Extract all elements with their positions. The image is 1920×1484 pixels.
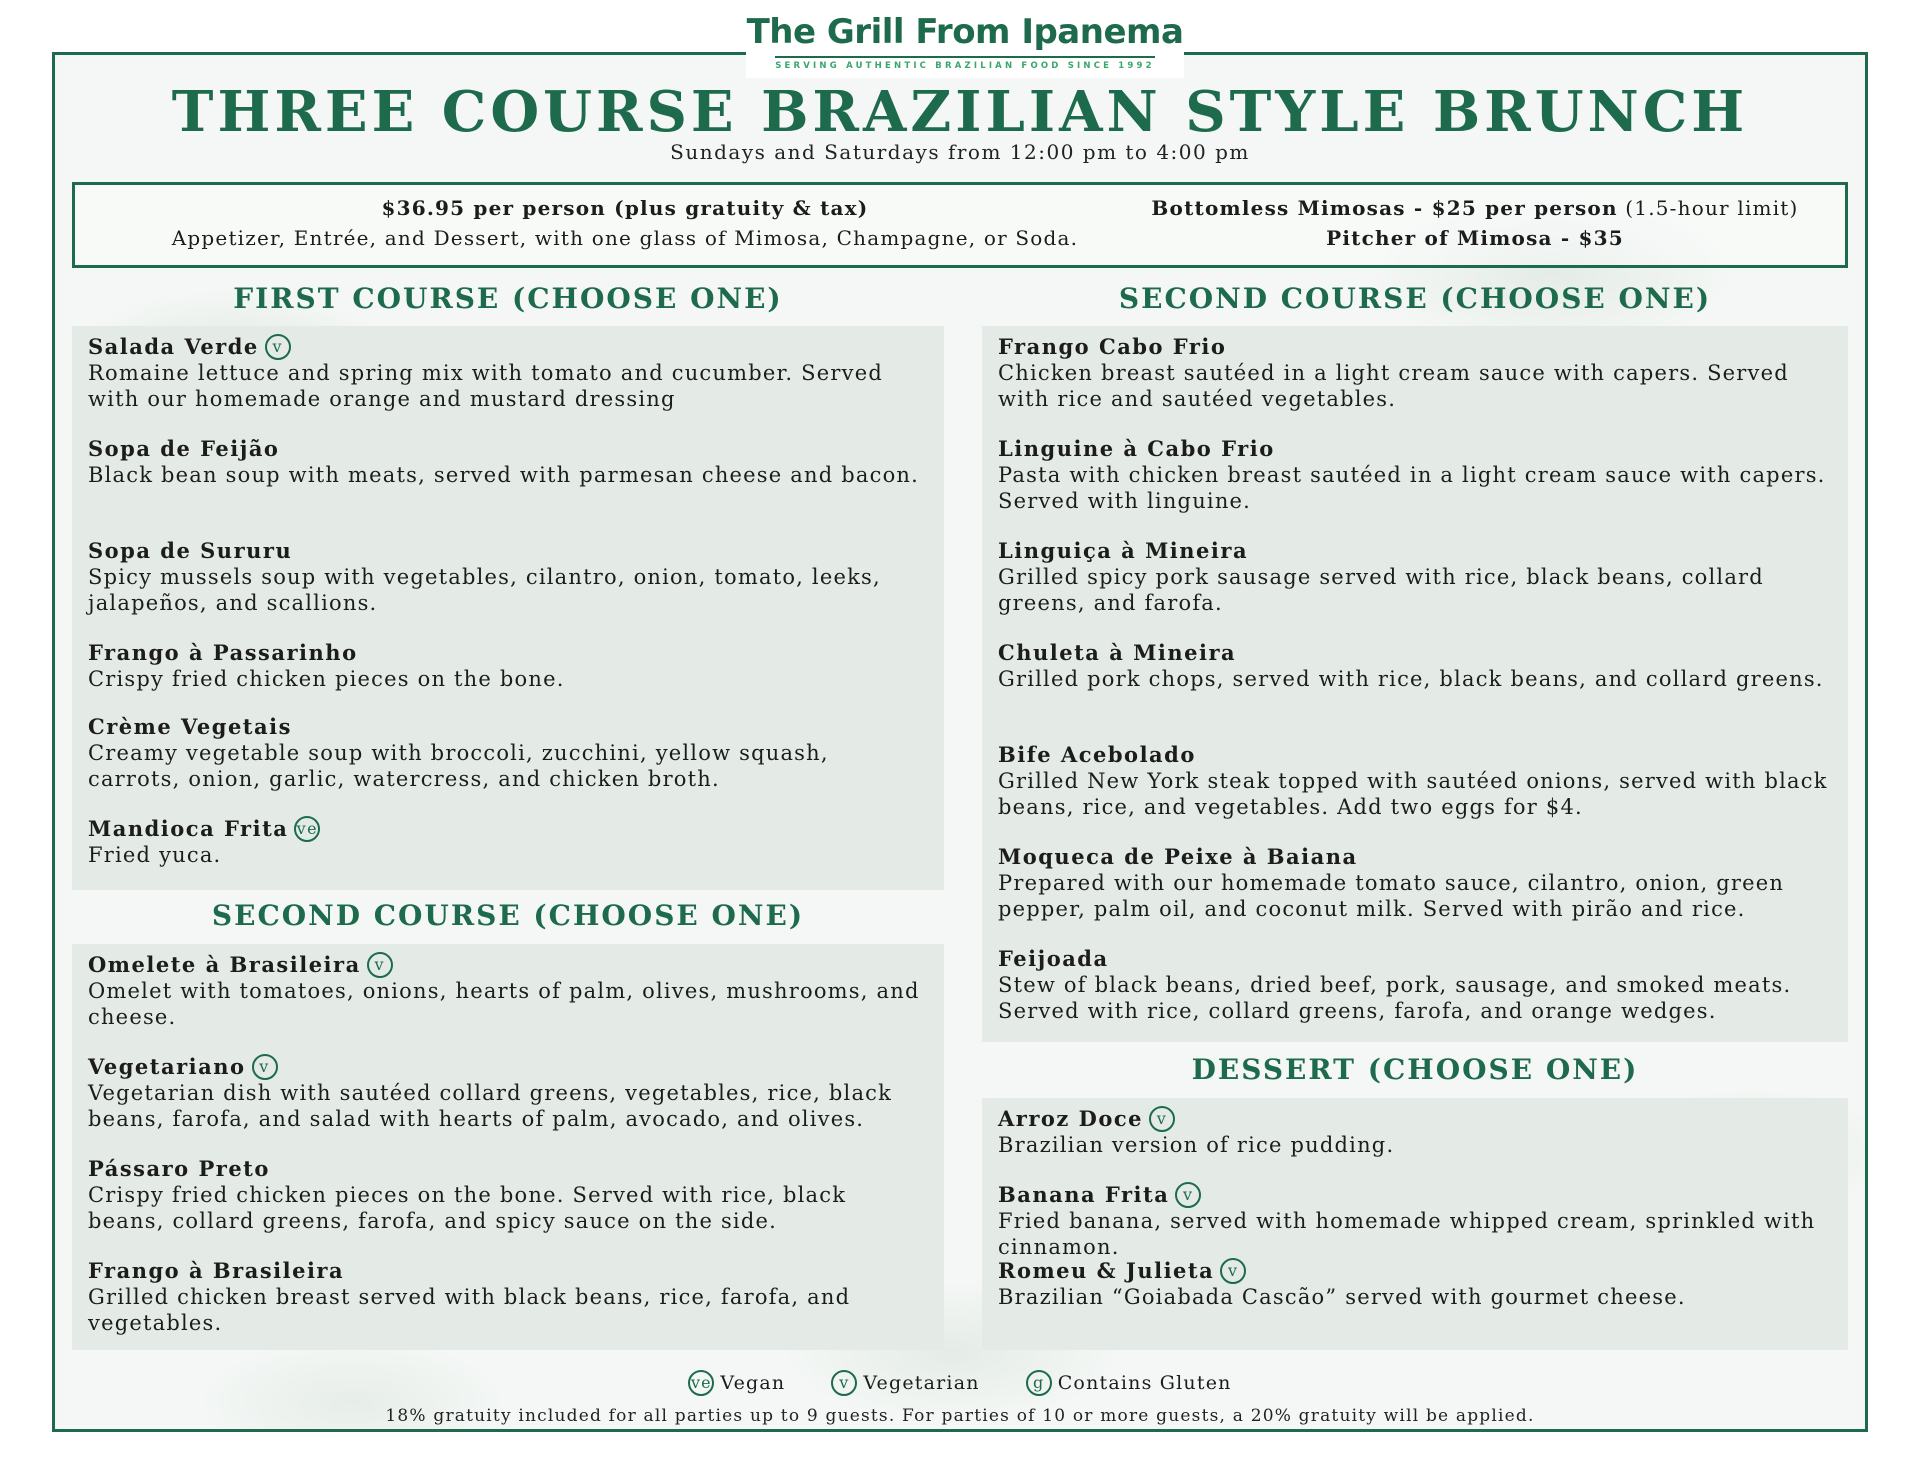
vegetarian-icon: v [1175, 1182, 1201, 1208]
menu-item-name-row [998, 1258, 1832, 1284]
vegetarian-icon: v [831, 1370, 857, 1396]
second-course-panel-left [72, 944, 944, 1350]
menu-item [998, 334, 1832, 412]
menu-item-description: Black bean soup with meats, served with parmesan cheese and bacon. [88, 463, 920, 487]
menu-item-name: Sopa de Feijão [88, 436, 280, 461]
menu-item-description: Grilled pork chops, served with rice, black beans, and collard greens. [998, 667, 1824, 691]
menu-item-description: Crispy fried chicken pieces on the bone. Served with rice, black beans, collard greens, farofa, and spicy sauce on the side. [88, 1183, 847, 1233]
menu-item [998, 844, 1832, 922]
second-course-panel-right [982, 326, 1848, 1042]
menu-item [998, 538, 1832, 616]
menu-item-description: Stew of black beans, dried beef, pork, sausage, and smoked meats. Served with rice, collard greens, farofa, and orange wedges. [998, 973, 1792, 1023]
menu-item-name: Arroz Doce [998, 1106, 1144, 1131]
menu-item [88, 1054, 928, 1132]
logo-tagline: SERVING AUTHENTIC BRAZILIAN FOOD SINCE 1992 [775, 56, 1155, 71]
menu-item [88, 1258, 928, 1336]
menu-item-name: Omelete à Brasileira [88, 952, 361, 977]
menu-item-name: Frango à Brasileira [88, 1258, 345, 1283]
menu-item-name: Crème Vegetais [88, 714, 292, 739]
menu-item-name: Frango Cabo Frio [998, 334, 1227, 359]
price-line: $36.95 per person (plus gratuity & tax) [381, 196, 869, 220]
menu-item-name-row [998, 1182, 1832, 1208]
menu-item-name-row [88, 1258, 928, 1284]
menu-item-description: Chicken breast sautéed in a light cream sauce with capers. Served with rice and sautéed vegetables. [998, 361, 1789, 411]
menu-item [998, 1182, 1832, 1260]
second-course-heading-right: SECOND COURSE (CHOOSE ONE) [1118, 282, 1712, 315]
menu-item [998, 1258, 1832, 1310]
menu-item-description: Fried yuca. [88, 843, 222, 867]
menu-item-name-row [998, 946, 1832, 972]
includes-line: Appetizer, Entrée, and Dessert, with one glass of Mimosa, Champagne, or Soda. [171, 226, 1079, 250]
menu-item-name-row [88, 1156, 928, 1182]
menu-item-name: Moqueca de Peixe à Baiana [998, 844, 1358, 869]
legend-vegan [688, 1370, 785, 1396]
menu-item-description: Fried banana, served with homemade whipped cream, sprinkled with cinnamon. [998, 1209, 1816, 1259]
menu-item-name: Feijoada [998, 946, 1109, 971]
logo-name: The Grill From Ipanema [746, 12, 1184, 52]
menu-item-description: Brazilian version of rice pudding. [998, 1133, 1395, 1157]
menu-item-name: Pássaro Preto [88, 1156, 270, 1181]
menu-item [88, 1156, 928, 1234]
menu-item [88, 436, 928, 488]
gluten-icon: g [1026, 1370, 1052, 1396]
dessert-heading: DESSERT (CHOOSE ONE) [1191, 1053, 1639, 1086]
logo [746, 6, 1184, 78]
menu-item-name-row [998, 334, 1832, 360]
menu-item-description: Brazilian “Goiabada Cascão” served with gourmet cheese. [998, 1285, 1686, 1309]
menu-item-description: Creamy vegetable soup with broccoli, zucchini, yellow squash, carrots, onion, garlic, watercress, and chicken broth. [88, 741, 829, 791]
menu-item-name-row [998, 640, 1832, 666]
menu-item [998, 1106, 1832, 1158]
menu-item-description: Romaine lettuce and spring mix with tomato and cucumber. Served with our homemade orange and mustard dressing [88, 361, 883, 411]
menu-item [998, 436, 1832, 514]
menu-item [88, 952, 928, 1030]
legend-gluten [1026, 1370, 1232, 1396]
menu-item-name-row [88, 714, 928, 740]
menu-item-description: Grilled New York steak topped with sautéed onions, served with black beans, rice, and vegetables. Add two eggs for $4. [998, 769, 1828, 819]
legend-vegan-label: Vegan [720, 1372, 786, 1394]
menu-item-name-row [998, 742, 1832, 768]
bottomless-line [1135, 193, 1815, 223]
menu-item-name: Salada Verde [88, 334, 259, 359]
menu-item-description: Spicy mussels soup with vegetables, cilantro, onion, tomato, leeks, jalapeños, and scallions. [88, 565, 881, 615]
menu-item-name-row [88, 640, 928, 666]
gratuity-footnote: 18% gratuity included for all parties up to 9 guests. For parties of 10 or more guests, a 20% gratuity will be applied. [385, 1406, 1535, 1426]
pricing-box [72, 182, 1848, 268]
menu-item-name: Chuleta à Mineira [998, 640, 1237, 665]
legend-gluten-label: Contains Gluten [1057, 1372, 1232, 1394]
first-course-heading: FIRST COURSE (CHOOSE ONE) [233, 282, 783, 315]
menu-item-name-row [88, 952, 928, 978]
menu-item [88, 714, 928, 792]
menu-item-name-row [88, 538, 928, 564]
menu-item-name-row [998, 538, 1832, 564]
vegetarian-icon: v [1220, 1258, 1246, 1284]
menu-item-name-row [998, 1106, 1832, 1132]
bottomless-limit: (1.5-hour limit) [1625, 196, 1799, 220]
menu-item-name: Bife Acebolado [998, 742, 1196, 767]
menu-item-name: Mandioca Frita [88, 816, 289, 841]
dietary-legend [0, 1370, 1920, 1396]
vegetarian-icon: v [367, 952, 393, 978]
menu-item-description: Omelet with tomatoes, onions, hearts of palm, olives, mushrooms, and cheese. [88, 979, 920, 1029]
page-subtitle: Sundays and Saturdays from 12:00 pm to 4:00 pm [670, 140, 1250, 164]
menu-item-description: Vegetarian dish with sautéed collard greens, vegetables, rice, black beans, farofa, and salad with hearts of palm, avocado, and olives. [88, 1081, 893, 1131]
legend-vegetarian-label: Vegetarian [863, 1372, 980, 1394]
menu-item-name-row [88, 1054, 928, 1080]
menu-item-name-row [998, 844, 1832, 870]
first-course-panel [72, 326, 944, 890]
vegan-icon: ve [688, 1370, 714, 1396]
menu-item-name: Romeu & Julieta [998, 1258, 1215, 1283]
legend-vegetarian [831, 1370, 979, 1396]
dessert-panel [982, 1098, 1848, 1350]
menu-item-name-row [998, 436, 1832, 462]
menu-item-name-row [88, 816, 928, 842]
menu-item-name: Linguine à Cabo Frio [998, 436, 1275, 461]
menu-item-name-row [88, 436, 928, 462]
menu-item [88, 334, 928, 412]
menu-item [88, 538, 928, 616]
vegan-icon: ve [294, 816, 320, 842]
menu-item [998, 946, 1832, 1024]
menu-item [88, 640, 928, 692]
menu-item-description: Grilled chicken breast served with black beans, rice, farofa, and vegetables. [88, 1285, 851, 1335]
menu-item [998, 640, 1832, 692]
page-title: THREE COURSE BRAZILIAN STYLE BRUNCH [171, 79, 1749, 145]
menu-item-description: Prepared with our homemade tomato sauce, cilantro, onion, green pepper, palm oil, and coconut milk. Served with pirão and rice. [998, 871, 1785, 921]
pricing-left [115, 193, 1135, 253]
vegetarian-icon: v [1149, 1106, 1175, 1132]
menu-item-name: Banana Frita [998, 1182, 1170, 1207]
menu-item [88, 816, 928, 868]
menu-item-description: Grilled spicy pork sausage served with rice, black beans, collard greens, and farofa. [998, 565, 1764, 615]
menu-item-name: Sopa de Sururu [88, 538, 293, 563]
menu-item-name: Vegetariano [88, 1054, 246, 1079]
bottomless-text: Bottomless Mimosas - $25 per person [1151, 196, 1618, 220]
vegetarian-icon: v [265, 334, 291, 360]
pricing-right [1135, 193, 1815, 253]
pitcher-line: Pitcher of Mimosa - $35 [1326, 226, 1624, 250]
menu-item-name: Linguiça à Mineira [998, 538, 1249, 563]
menu-item [998, 742, 1832, 820]
menu-item-description: Crispy fried chicken pieces on the bone. [88, 667, 565, 691]
menu-item-name: Frango à Passarinho [88, 640, 358, 665]
second-course-heading-left: SECOND COURSE (CHOOSE ONE) [211, 899, 805, 932]
menu-item-name-row [88, 334, 928, 360]
vegetarian-icon: v [252, 1054, 278, 1080]
menu-item-description: Pasta with chicken breast sautéed in a light cream sauce with capers. Served with linguine. [998, 463, 1826, 513]
